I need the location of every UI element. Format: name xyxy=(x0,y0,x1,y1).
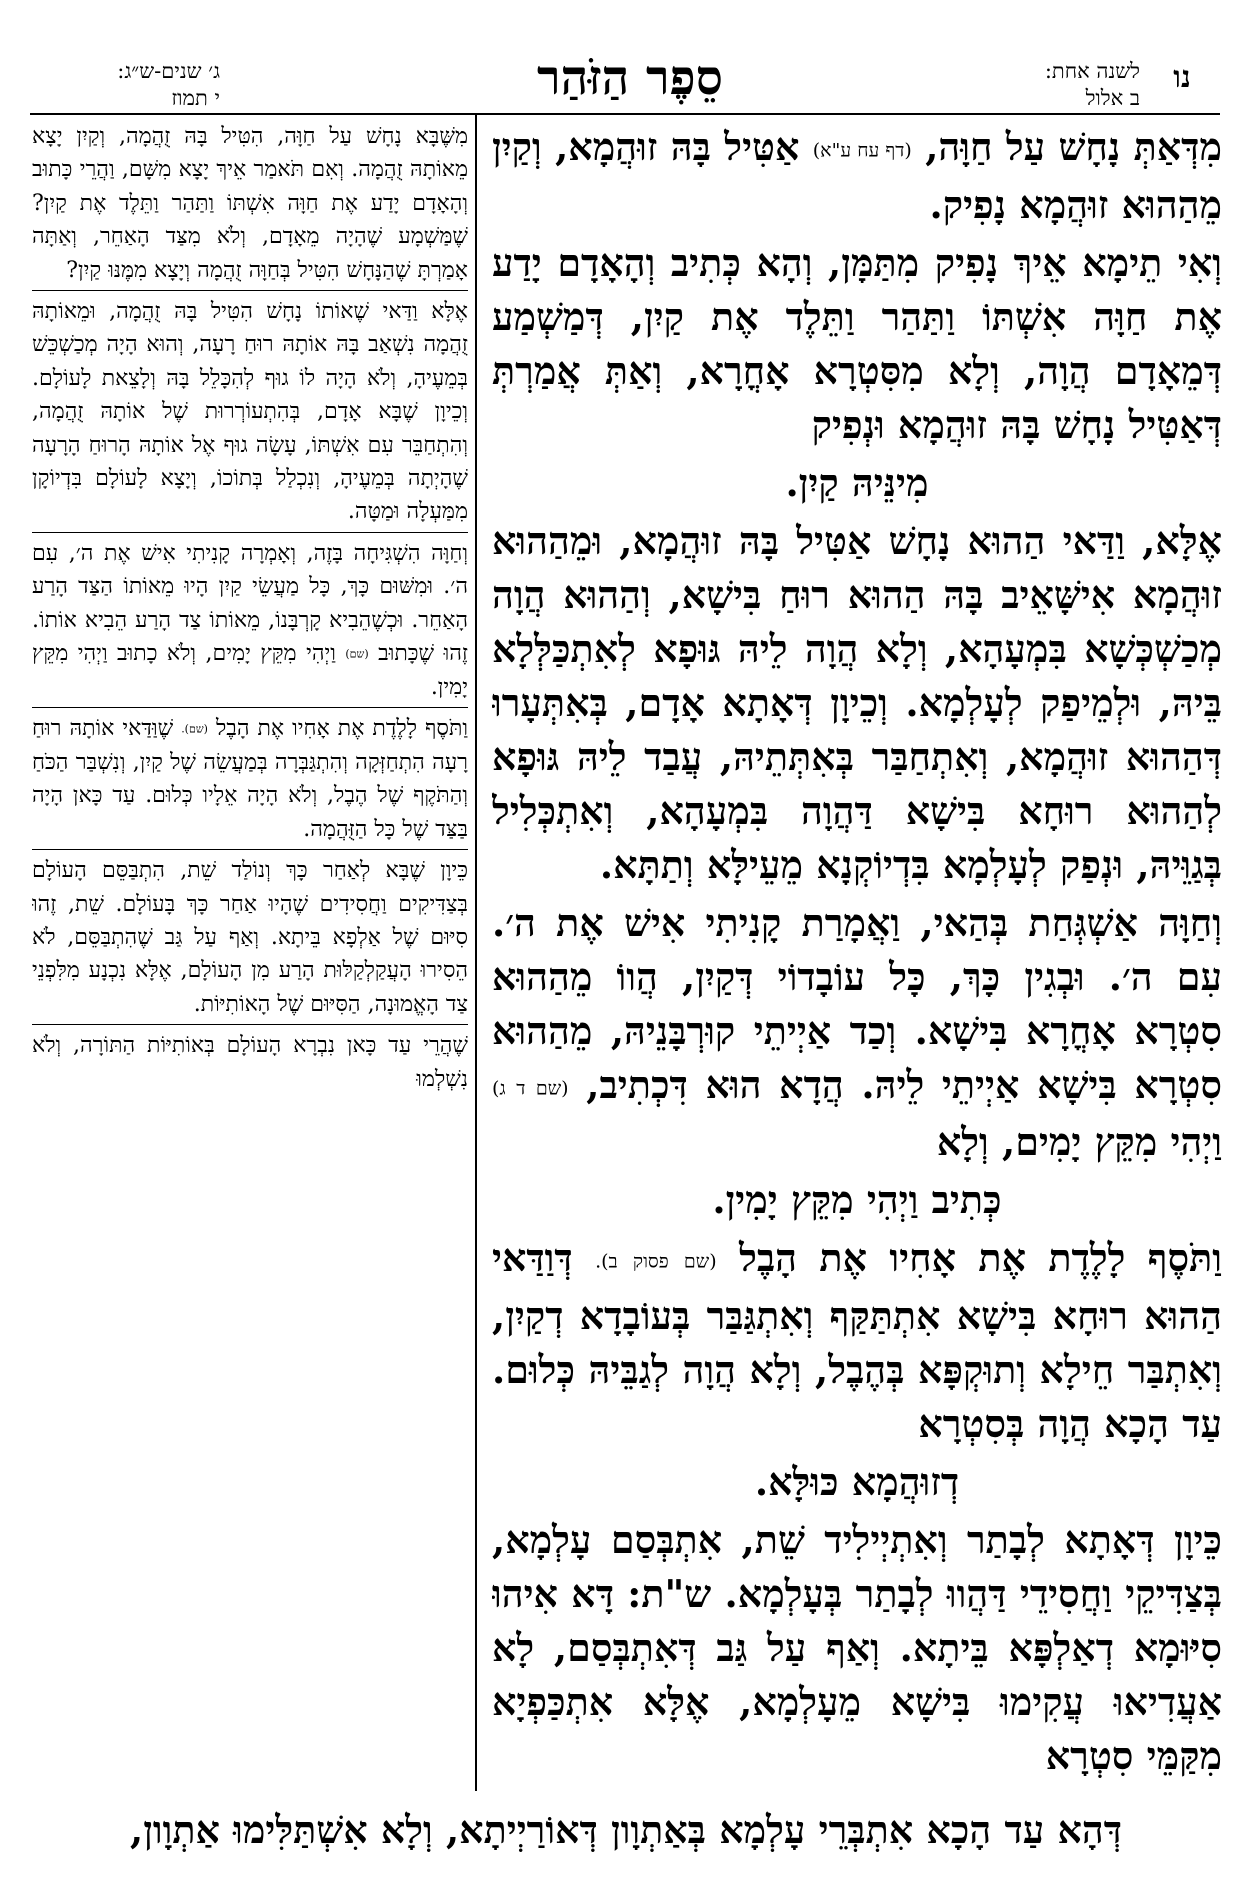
book-title: סֵפֶר הַזֹּהַר xyxy=(537,50,723,106)
main-paragraph: אֶלָּא, וַדַּאי הַהוּא נָחָשׁ אַטִּיל בָּהּ זוּהֲמָא, וּמֵהַהוּא זוּהֲמָא אִישָּׁאֵיב בָּהּ הַהוּא רוּחַ בִּישָׁא, וְהַהוּא הֲוָה מְכַשְׁכְּשָׁא בִּמְעָהָא, וְלָא הֲוָה לֵיהּ גּוּפָא לְאִתְכַּלְּלָא בֵּיהּ, וּלְמֵיפַק לְעָלְמָא. וְכֵיוָן דְּאָתָא אָדָם, בְּאִתְּעָרוּ דְּהַהוּא זוּהֲמָא, וְאִתְחַבַּר בְּאִתְּתֵיהּ, עֲבַד לֵיהּ גּוּפָא לְהַהוּא רוּחָא בִּישָׁא דַּהֲוָה בִּמְעָהָא, וְאִתְכְּלִיל בְּגַוֵּיהּ, וּנְפַק לְעָלְמָא בִּדְיוֹקְנָא מֵעֵילָּא וְתַתָּא. xyxy=(492,517,1222,887)
translation-paragraph: שֶׁהֲרֵי עַד כָּאן נִבְרָא הָעוֹלָם בְּאוֹתִיּוֹת הַתּוֹרָה, וְלֹא נִשְׁלְמוּ xyxy=(32,1033,468,1092)
header-left-line1: ג׳ שנים-ש״ג: xyxy=(117,59,220,83)
header-right-line2: ב אלול xyxy=(1085,86,1140,110)
main-paragraph: כֵּיוָן דְּאָתָא לְבָתַר וְאִתְיְילִיד שֵׁת, אִתְבְּסַם עָלְמָא, בְּצַדִּיקֵי וַחֲסִידֵי דַּהֲווּ לְבָתַר בְּעָלְמָא. ש"ת: דָּא אִיהוּ סִיּוּמָא דְאַלְפָּא בֵּיתָא. וְאַף עַל גַּב דְּאִתְבְּסַם, לָא אַעֲדִיאוּ עֲקִימוּ בִּישָׁא מֵעָלְמָא, אֶלָּא אִתְכַּפְיָא מִקַּמֵּי סִטְרָא xyxy=(492,1516,1222,1778)
header-left-line2: י תמוז xyxy=(171,86,220,110)
main-paragraph-end: מִינֵּיהּ קַיִן. xyxy=(785,459,929,505)
main-text-column xyxy=(492,120,1222,1790)
translation-column xyxy=(32,120,468,1790)
source-reference: (שם פסוק ב). xyxy=(595,1250,717,1273)
translation-paragraph: כֵּיוָן שֶׁבָּא לְאַחַר כָּךְ וְנוֹלַד שֵׁת, הִתְבַּסֵּם הָעוֹלָם בְּצַדִּיקִים וַחֲסִידִים שֶׁהָיוּ אַחַר כָּךְ בָּעוֹלָם. שֵׁת, זֶהוּ סִיּוּם שֶׁל אַלְפָא בֵּיתָא. וְאַף עַל גַּב שֶׁהִתְבַּסֵּם, לֹא הֵסִירוּ הָעֲקַלְקַלּוּת הָרַע מִן הָעוֹלָם, אֶלָּא נִכְנָע מִלִּפְנֵי צַד הָאֱמוּנָה, הַסִּיּוּם שֶׁל הָאוֹתִיּוֹת. xyxy=(32,854,468,1025)
main-paragraph: וְחַוָּה אַשְׁגְּחַת בְּהַאי, וַאֲמָרַת קָנִיתִי אִישׁ אֶת ה׳. עִם ה׳. וּבְגִין כָּךְ, כָּל עוֹבָדוֹי דְּקַיִן, הֲווֹ מֵהַהוּא סִטְרָא אָחֳרָא בִּישָׁא. וְכַד אַיְיתֵי קוּרְבָּנֵיהּ, מֵהַהוּא סִטְרָא בִּישָׁא אַיְיתֵי לֵיהּ. הֲדָא הוּא דִּכְתִיב, (שם ד ג) וַיְהִי מִקֵּץ יָמִים, וְלָא xyxy=(492,899,1222,1164)
header-date-right xyxy=(1000,58,1140,112)
bottom-continuation-line: דְּהָא עַד הָכָא אִתְבְּרֵי עָלְמָא בְּאַתְוָון דְּאוֹרַיְיתָא, וְלָא אִשְׁתַּלִּימוּ אַתְוָון, xyxy=(129,1807,1123,1852)
main-paragraph: וַתֹּסֶף לָלֶדֶת אֶת אָחִיו אֶת הָבֶל (שם פסוק ב). דְּוַדַּאי הַהוּא רוּחָא בִּישָׁא אִתְתַּקַּף וְאִתְגַּבַּר בְּעוֹבָדָא דְקַיִן, וְאִתְבַּר חֵילָא וְתוּקְפָּא בְּהֶבֶל, וְלָא הֲוָה לְגַבֵּיהּ כְּלוּם. עַד הָכָא הֲוָה בְּסִטְרָא xyxy=(492,1235,1222,1446)
translation-paragraph: מִשֶּׁבָּא נָחָשׁ עַל חַוָּה, הִטִּיל בָּהּ זֻהֲמָה, וְקַיִן יָצָא מֵאוֹתָהּ זֻהֲמָה. וְאִם תֹּאמַר אֵיךְ יָצָא מִשָּׁם, וַהֲרֵי כָּתוּב וְהָאָדָם יָדַע אֶת חַוָּה אִשְׁתּוֹ וַתַּהַר וַתֵּלֶד אֶת קַיִן? שֶׁמַּשְׁמָע שֶׁהָיָה מֵאָדָם, וְלֹא מִצַּד הָאַחֵר, וְאַתָּה אָמַרְתָּ שֶׁהַנָּחָשׁ הִטִּיל בְּחַוָּה זֻהֲמָה וְיָצָא מִמֶּנּוּ קַיִן? xyxy=(32,120,468,291)
header-date-left xyxy=(40,58,220,112)
source-reference: (דף עח ע"א) xyxy=(812,139,912,162)
translation-paragraph: אֶלָּא וַדַּאי שֶׁאוֹתוֹ נָחָשׁ הִטִּיל בָּהּ זֻהֲמָה, וּמֵאוֹתָהּ זֻהֲמָה נִשְׁאַב בָּהּ אוֹתָהּ רוּחַ רָעָה, וְהוּא הָיָה מְכַשְׁכֵּשׁ בְּמֵעֶיהָ, וְלֹא הָיָה לוֹ גוּף לְהִכָּלֵל בָּהּ וְלָצֵאת לָעוֹלָם. וְכֵיוָן שֶׁבָּא אָדָם, בְּהִתְעוֹרְרוּת שֶׁל אוֹתָהּ זֻהֲמָה, וְהִתְחַבֵּר עִם אִשְׁתּוֹ, עָשָׂה גוּף אֶל אוֹתָהּ הָרוּחַ הָרָעָה שֶׁהָיְתָה בְּמֵעֶיהָ, וְנִכְלַל בְּתוֹכוֹ, וְיָצָא לָעוֹלָם בִּדְיוֹקָן מִמַּעְלָה וּמַטָּה. xyxy=(32,295,468,533)
source-reference: (שם) xyxy=(345,647,369,661)
column-divider xyxy=(475,113,477,1791)
main-paragraph-end: כְּתִיב וַיְהִי מִקֵּץ יָמִין. xyxy=(712,1177,1002,1222)
source-reference: (שם ד ג) xyxy=(492,1077,569,1099)
page-header xyxy=(0,0,1253,118)
main-paragraph: וְאִי תֵימָא אֵיךְ נָפִיק מִתַּמָּן, וְהָא כְּתִיב וְהָאָדָם יָדַע אֶת חַוָּה אִשְׁתּוֹ וַתַּהַר וַתֵּלֶד אֶת קַיִן, דְּמַשְׁמַע דְּמֵאָדָם הֲוָה, וְלָא מִסִּטְרָא אָחֳרָא, וְאַתְּ אֲמַרְתְּ דְּאַטִּיל נָחָשׁ בָּהּ זוּהֲמָא וּנְפִיק xyxy=(492,239,1222,447)
source-reference: (שם). xyxy=(181,722,208,736)
main-paragraph-end: דְזוּהֲמָא כּוּלָּא. xyxy=(754,1458,960,1504)
translation-paragraph: וְחַוָּה הִשְׁגִּיחָה בָּזֶה, וְאָמְרָה קָנִיתִי אִישׁ אֶת ה׳, עִם ה׳. וּמִשּׁוּם כָּךְ, כָּל מַעֲשֵׂי קַיִן הָיוּ מֵאוֹתוֹ הַצַּד הָרַע הָאַחֵר. וּכְשֶׁהֵבִיא קָרְבָּנוֹ, מֵאוֹתוֹ צַד הָרַע הֵבִיא אוֹתוֹ. זֶהוּ שֶׁכָּתוּב (שם) וַיְהִי מִקֵּץ יָמִים, וְלֹא כָתוּב וַיְהִי מִקֵּץ יָמִין. xyxy=(32,537,468,708)
header-divider xyxy=(30,113,1220,115)
page-number: נו xyxy=(1173,60,1191,95)
main-paragraph-end xyxy=(492,1787,1222,1791)
main-paragraph: מִדְּאַתְּ נָחָשׁ עַל חַוָּה, (דף עח ע"א) אַטִּיל בָּהּ זוּהֲמָא, וְקַיִן מֵהַהוּא זוּהֲמָא נָפִיק. xyxy=(492,124,1222,227)
translation-paragraph: וַתֹּסֶף לָלֶדֶת אֶת אָחִיו אֶת הָבֶל (שם). שֶׁוַּדַּאי אוֹתָהּ רוּחַ רָעָה הִתְחַזְּקָה וְהִתְגַּבְּרָה בְּמַעֲשֵׂה שֶׁל קַיִן, וְנִשְׁבַּר הַכֹּחַ וְהַתֹּקֶף שֶׁל הֶבֶל, וְלֹא הָיָה אֵלָיו כְּלוּם. עַד כָּאן הָיָה בַּצַּד שֶׁל כָּל הַזֻּהֲמָה. xyxy=(32,712,468,850)
header-right-line1: לשנה אחת: xyxy=(1044,59,1140,83)
